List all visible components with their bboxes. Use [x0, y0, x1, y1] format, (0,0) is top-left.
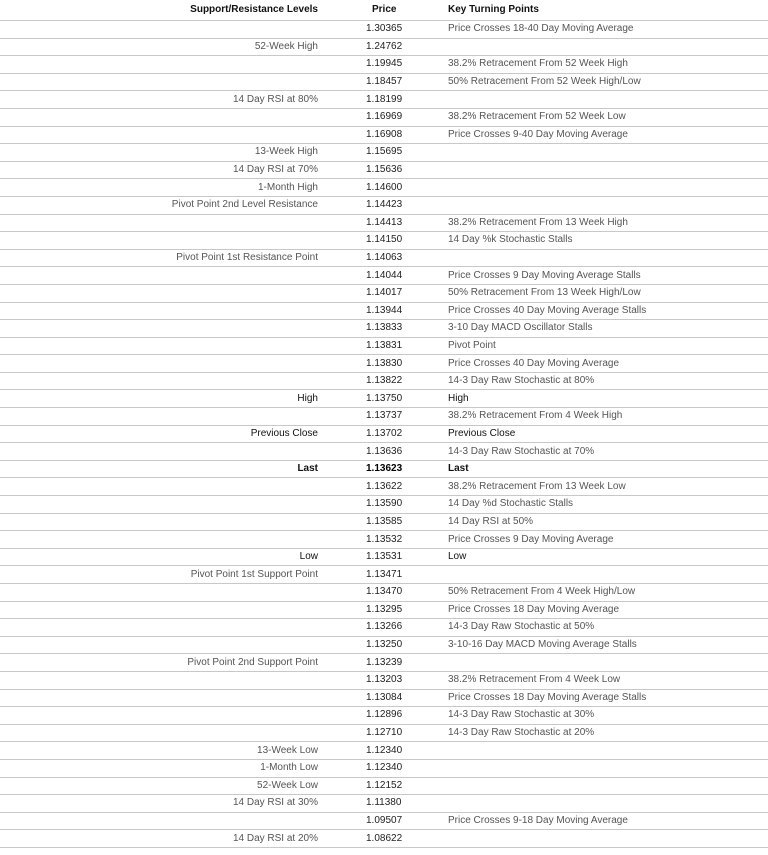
key-turning-point-cell: 50% Retracement From 52 Week High/Low	[406, 73, 768, 91]
key-turning-point-cell	[406, 566, 768, 584]
price-cell: 1.13623	[326, 460, 406, 478]
key-turning-point-cell: 50% Retracement From 13 Week High/Low	[406, 284, 768, 302]
key-turning-point-cell	[406, 777, 768, 795]
support-resistance-level-cell	[0, 372, 326, 390]
table-row	[0, 759, 768, 777]
key-turning-point-cell	[406, 759, 768, 777]
key-turning-point-cell	[406, 742, 768, 760]
key-turning-point-cell: Price Crosses 9-18 Day Moving Average	[406, 812, 768, 830]
table-row	[0, 390, 768, 408]
key-turning-point-cell: Low	[406, 548, 768, 566]
support-resistance-level-cell	[0, 73, 326, 91]
support-resistance-level-cell	[0, 689, 326, 707]
header-price: Price	[326, 0, 406, 21]
table-row	[0, 161, 768, 179]
key-turning-point-cell: 14-3 Day Raw Stochastic at 30%	[406, 707, 768, 725]
key-turning-point-cell	[406, 179, 768, 197]
table-row	[0, 320, 768, 338]
support-resistance-level-cell: Low	[0, 548, 326, 566]
table-row	[0, 232, 768, 250]
key-turning-point-cell: Pivot Point	[406, 337, 768, 355]
header-support-resistance-levels: Support/Resistance Levels	[0, 0, 326, 21]
price-cell: 1.18199	[326, 91, 406, 109]
key-turning-point-cell: Previous Close	[406, 425, 768, 443]
key-turning-point-cell: Price Crosses 18 Day Moving Average Stalls	[406, 689, 768, 707]
support-resistance-level-cell	[0, 108, 326, 126]
support-resistance-level-cell	[0, 619, 326, 637]
key-turning-point-cell: 38.2% Retracement From 4 Week Low	[406, 671, 768, 689]
support-resistance-level-cell: Pivot Point 1st Resistance Point	[0, 249, 326, 267]
support-resistance-level-cell	[0, 636, 326, 654]
support-resistance-level-cell	[0, 531, 326, 549]
support-resistance-level-cell	[0, 355, 326, 373]
price-cell: 1.14150	[326, 232, 406, 250]
table-row	[0, 478, 768, 496]
key-turning-point-cell	[406, 795, 768, 813]
support-resistance-level-cell: High	[0, 390, 326, 408]
price-cell: 1.13702	[326, 425, 406, 443]
support-resistance-level-cell: Previous Close	[0, 425, 326, 443]
table-row	[0, 196, 768, 214]
price-cell: 1.13471	[326, 566, 406, 584]
key-turning-point-cell: 14-3 Day Raw Stochastic at 50%	[406, 619, 768, 637]
table-row	[0, 249, 768, 267]
support-resistance-level-cell: 14 Day RSI at 30%	[0, 795, 326, 813]
price-cell: 1.13470	[326, 584, 406, 602]
price-cell: 1.12340	[326, 742, 406, 760]
table-row	[0, 302, 768, 320]
table-header-row	[0, 0, 768, 21]
support-resistance-level-cell	[0, 284, 326, 302]
support-resistance-level-cell: Pivot Point 2nd Level Resistance	[0, 196, 326, 214]
table-row	[0, 636, 768, 654]
support-resistance-level-cell: Pivot Point 1st Support Point	[0, 566, 326, 584]
price-cell: 1.12896	[326, 707, 406, 725]
key-turning-point-cell: Price Crosses 18 Day Moving Average	[406, 601, 768, 619]
table-row	[0, 355, 768, 373]
price-cell: 1.11380	[326, 795, 406, 813]
key-turning-point-cell: 50% Retracement From 4 Week High/Low	[406, 584, 768, 602]
price-cell: 1.14423	[326, 196, 406, 214]
price-cell: 1.14413	[326, 214, 406, 232]
table-row	[0, 830, 768, 848]
table-row	[0, 460, 768, 478]
price-cell: 1.14017	[326, 284, 406, 302]
key-turning-point-cell: 38.2% Retracement From 13 Week High	[406, 214, 768, 232]
table-row	[0, 372, 768, 390]
support-resistance-level-cell	[0, 601, 326, 619]
table-row	[0, 513, 768, 531]
table-row	[0, 496, 768, 514]
table-row	[0, 408, 768, 426]
support-resistance-level-cell: 14 Day RSI at 70%	[0, 161, 326, 179]
table-row	[0, 144, 768, 162]
price-cell: 1.13590	[326, 496, 406, 514]
support-resistance-level-cell	[0, 443, 326, 461]
price-cell: 1.14044	[326, 267, 406, 285]
table-row	[0, 443, 768, 461]
price-cell: 1.24762	[326, 38, 406, 56]
key-turning-point-cell: 14 Day RSI at 50%	[406, 513, 768, 531]
support-resistance-level-cell	[0, 513, 326, 531]
table-row	[0, 812, 768, 830]
support-resistance-level-cell: 1-Month High	[0, 179, 326, 197]
key-turning-point-cell: Price Crosses 40 Day Moving Average Stalls	[406, 302, 768, 320]
table-row	[0, 777, 768, 795]
table-row	[0, 425, 768, 443]
key-turning-point-cell: 14 Day %d Stochastic Stalls	[406, 496, 768, 514]
table-row	[0, 671, 768, 689]
key-turning-point-cell	[406, 196, 768, 214]
price-cell: 1.13239	[326, 654, 406, 672]
table-row	[0, 654, 768, 672]
key-turning-point-cell: Price Crosses 18-40 Day Moving Average	[406, 21, 768, 39]
key-turning-point-cell: 3-10 Day MACD Oscillator Stalls	[406, 320, 768, 338]
key-turning-point-cell: Price Crosses 9 Day Moving Average Stalls	[406, 267, 768, 285]
key-turning-point-cell: 38.2% Retracement From 52 Week High	[406, 56, 768, 74]
price-cell: 1.13266	[326, 619, 406, 637]
price-cell: 1.13532	[326, 531, 406, 549]
table-row	[0, 584, 768, 602]
support-resistance-level-cell	[0, 267, 326, 285]
header-key-turning-points: Key Turning Points	[406, 0, 768, 21]
table-row	[0, 108, 768, 126]
key-turning-point-cell	[406, 38, 768, 56]
price-cell: 1.13830	[326, 355, 406, 373]
support-resistance-level-cell: Last	[0, 460, 326, 478]
price-cell: 1.13084	[326, 689, 406, 707]
price-cell: 1.15636	[326, 161, 406, 179]
table-row	[0, 126, 768, 144]
support-resistance-level-cell	[0, 478, 326, 496]
price-cell: 1.13295	[326, 601, 406, 619]
support-resistance-level-cell	[0, 584, 326, 602]
table-row	[0, 531, 768, 549]
price-cell: 1.09507	[326, 812, 406, 830]
price-cell: 1.12152	[326, 777, 406, 795]
key-turning-point-cell	[406, 830, 768, 848]
key-turning-point-cell: Last	[406, 460, 768, 478]
price-cell: 1.19945	[326, 56, 406, 74]
key-turning-point-cell	[406, 144, 768, 162]
table-row	[0, 267, 768, 285]
table-row	[0, 91, 768, 109]
key-turning-point-cell: 3-10-16 Day MACD Moving Average Stalls	[406, 636, 768, 654]
key-turning-point-cell: 38.2% Retracement From 52 Week Low	[406, 108, 768, 126]
price-cell: 1.12340	[326, 759, 406, 777]
table-row	[0, 73, 768, 91]
price-cell: 1.13831	[326, 337, 406, 355]
support-resistance-level-cell	[0, 302, 326, 320]
table-row	[0, 795, 768, 813]
support-resistance-level-cell: 13-Week High	[0, 144, 326, 162]
support-resistance-level-cell: 1-Month Low	[0, 759, 326, 777]
support-resistance-level-cell: 52-Week Low	[0, 777, 326, 795]
support-resistance-level-cell	[0, 337, 326, 355]
key-turning-point-cell: 14-3 Day Raw Stochastic at 70%	[406, 443, 768, 461]
key-turning-point-cell: 14-3 Day Raw Stochastic at 20%	[406, 724, 768, 742]
price-cell: 1.16969	[326, 108, 406, 126]
table-row	[0, 56, 768, 74]
key-turning-point-cell: Price Crosses 9 Day Moving Average	[406, 531, 768, 549]
price-cell: 1.16908	[326, 126, 406, 144]
price-cell: 1.14600	[326, 179, 406, 197]
price-cell: 1.08622	[326, 830, 406, 848]
table-body	[0, 21, 768, 848]
price-cell: 1.14063	[326, 249, 406, 267]
table-row	[0, 21, 768, 39]
key-turning-point-cell: 38.2% Retracement From 4 Week High	[406, 408, 768, 426]
price-cell: 1.18457	[326, 73, 406, 91]
price-cell: 1.13636	[326, 443, 406, 461]
price-cell: 1.13622	[326, 478, 406, 496]
key-turning-point-cell	[406, 161, 768, 179]
price-cell: 1.15695	[326, 144, 406, 162]
price-cell: 1.13822	[326, 372, 406, 390]
support-resistance-level-cell: 14 Day RSI at 80%	[0, 91, 326, 109]
key-turning-point-cell: High	[406, 390, 768, 408]
table-row	[0, 601, 768, 619]
table-row	[0, 724, 768, 742]
price-cell: 1.13737	[326, 408, 406, 426]
support-resistance-level-cell	[0, 707, 326, 725]
support-resistance-level-cell	[0, 126, 326, 144]
table-row	[0, 214, 768, 232]
table-row	[0, 619, 768, 637]
support-resistance-level-cell	[0, 408, 326, 426]
price-cell: 1.13585	[326, 513, 406, 531]
price-cell: 1.12710	[326, 724, 406, 742]
table-row	[0, 566, 768, 584]
support-resistance-level-cell	[0, 724, 326, 742]
key-turning-point-cell: Price Crosses 40 Day Moving Average	[406, 355, 768, 373]
key-turning-point-cell: 14 Day %k Stochastic Stalls	[406, 232, 768, 250]
support-resistance-level-cell	[0, 232, 326, 250]
support-resistance-level-cell: Pivot Point 2nd Support Point	[0, 654, 326, 672]
support-resistance-level-cell	[0, 214, 326, 232]
table-row	[0, 742, 768, 760]
support-resistance-level-cell	[0, 812, 326, 830]
support-resistance-level-cell	[0, 671, 326, 689]
key-turning-point-cell: Price Crosses 9-40 Day Moving Average	[406, 126, 768, 144]
support-resistance-level-cell: 52-Week High	[0, 38, 326, 56]
support-resistance-level-cell	[0, 320, 326, 338]
support-resistance-level-cell	[0, 496, 326, 514]
support-resistance-level-cell	[0, 56, 326, 74]
support-resistance-level-cell: 13-Week Low	[0, 742, 326, 760]
table-row	[0, 284, 768, 302]
support-resistance-level-cell: 14 Day RSI at 20%	[0, 830, 326, 848]
table-row	[0, 337, 768, 355]
table-row	[0, 548, 768, 566]
key-turning-point-cell: 38.2% Retracement From 13 Week Low	[406, 478, 768, 496]
price-cell: 1.13531	[326, 548, 406, 566]
price-cell: 1.13750	[326, 390, 406, 408]
key-turning-point-cell: 14-3 Day Raw Stochastic at 80%	[406, 372, 768, 390]
table-row	[0, 707, 768, 725]
price-cell: 1.13944	[326, 302, 406, 320]
price-cell: 1.13250	[326, 636, 406, 654]
key-turning-point-cell	[406, 654, 768, 672]
key-turning-point-cell	[406, 249, 768, 267]
table-row	[0, 689, 768, 707]
price-cell: 1.13833	[326, 320, 406, 338]
table-row	[0, 179, 768, 197]
price-cell: 1.30365	[326, 21, 406, 39]
price-cell: 1.13203	[326, 671, 406, 689]
key-turning-point-cell	[406, 91, 768, 109]
support-resistance-level-cell	[0, 21, 326, 39]
table-row	[0, 38, 768, 56]
